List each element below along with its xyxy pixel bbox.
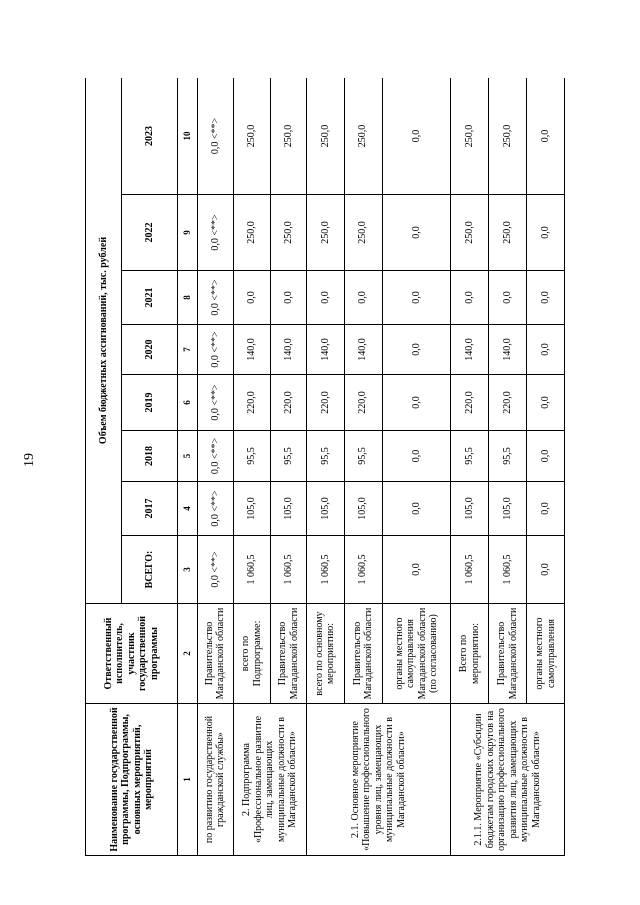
row-value: 105,0 bbox=[489, 482, 527, 536]
row-value: 250,0 bbox=[271, 78, 307, 195]
row-value: 0,0 bbox=[382, 375, 451, 431]
row-value: 250,0 bbox=[306, 78, 344, 195]
row-value: 140,0 bbox=[233, 325, 271, 375]
column-number: 9 bbox=[178, 195, 198, 271]
row-value: 105,0 bbox=[451, 482, 489, 536]
column-number: 1 bbox=[178, 704, 198, 856]
table-row bbox=[306, 78, 344, 856]
row-responsible: всего по основному мероприятию: bbox=[306, 604, 344, 704]
row-value: 0,0 bbox=[451, 271, 489, 325]
row-value: 105,0 bbox=[271, 482, 307, 536]
row-value: 0,0 bbox=[233, 271, 271, 325]
budget-table bbox=[85, 78, 565, 856]
header-budget-group: Объем бюджетных ассигнований, тыс. рублей bbox=[86, 78, 122, 604]
budget-table-wrapper bbox=[85, 78, 565, 856]
row-value: 95,5 bbox=[233, 431, 271, 482]
row-value: 250,0 bbox=[451, 78, 489, 195]
row-value: 95,5 bbox=[344, 431, 382, 482]
header-responsible: Ответственный исполнитель, участник государственной программы bbox=[86, 604, 178, 704]
row-value: 0,0 bbox=[382, 195, 451, 271]
row-value: 0,0 bbox=[527, 195, 565, 271]
row-responsible: Всего по мероприятию: bbox=[451, 604, 489, 704]
row-value: 0,0 <**> bbox=[198, 325, 234, 375]
row-value: 140,0 bbox=[344, 325, 382, 375]
column-number: 8 bbox=[178, 271, 198, 325]
header-name: Наименование государственной программы, Подпрограммы, основных мероприятий, мероприятий bbox=[86, 704, 178, 856]
header-year: 2020 bbox=[122, 325, 178, 375]
row-value: 220,0 bbox=[344, 375, 382, 431]
row-value: 0,0 bbox=[382, 431, 451, 482]
header-year: 2017 bbox=[122, 482, 178, 536]
header-total: ВСЕГО: bbox=[122, 536, 178, 604]
row-value: 0,0 bbox=[527, 271, 565, 325]
row-value: 220,0 bbox=[451, 375, 489, 431]
row-value: 0,0 <**> bbox=[198, 375, 234, 431]
table-row bbox=[233, 78, 271, 856]
row-value: 0,0 <**> bbox=[198, 195, 234, 271]
row-value: 0,0 bbox=[306, 271, 344, 325]
header-year: 2018 bbox=[122, 431, 178, 482]
header-year: 2023 bbox=[122, 78, 178, 195]
row-value: 0,0 bbox=[382, 271, 451, 325]
row-responsible: Правительство Магаданской области bbox=[271, 604, 307, 704]
row-value: 0,0 bbox=[527, 431, 565, 482]
row-value: 95,5 bbox=[451, 431, 489, 482]
column-number: 4 bbox=[178, 482, 198, 536]
row-value: 0,0 bbox=[344, 271, 382, 325]
header-year: 2019 bbox=[122, 375, 178, 431]
row-value: 0,0 bbox=[489, 271, 527, 325]
row-value: 0,0 <**> bbox=[198, 536, 234, 604]
rotated-table-frame bbox=[85, 78, 565, 856]
row-value: 0,0 <**> bbox=[198, 271, 234, 325]
row-value: 0,0 bbox=[382, 78, 451, 195]
row-responsible: всего по Подпрограмме: bbox=[233, 604, 271, 704]
row-value: 0,0 bbox=[527, 78, 565, 195]
row-value: 1 060,5 bbox=[489, 536, 527, 604]
column-number: 5 bbox=[178, 431, 198, 482]
row-value: 0,0 bbox=[527, 375, 565, 431]
page-number: 19 bbox=[22, 453, 37, 467]
row-responsible: Правительство Магаданской области bbox=[344, 604, 382, 704]
row-value: 140,0 bbox=[271, 325, 307, 375]
row-value: 140,0 bbox=[451, 325, 489, 375]
row-name: 2.1. Основное мероприятие «Повышение профессионального уровня лиц, замещающих муниципальные должности в Магаданской области» bbox=[306, 704, 451, 856]
row-responsible: Правительство Магаданской области bbox=[198, 604, 234, 704]
row-value: 250,0 bbox=[489, 195, 527, 271]
row-value: 0,0 bbox=[527, 482, 565, 536]
row-value: 0,0 bbox=[382, 482, 451, 536]
row-value: 1 060,5 bbox=[306, 536, 344, 604]
column-number: 10 bbox=[178, 78, 198, 195]
row-value: 220,0 bbox=[489, 375, 527, 431]
row-value: 250,0 bbox=[489, 78, 527, 195]
column-number: 3 bbox=[178, 536, 198, 604]
row-value: 140,0 bbox=[306, 325, 344, 375]
row-value: 220,0 bbox=[306, 375, 344, 431]
row-value: 95,5 bbox=[489, 431, 527, 482]
column-number: 2 bbox=[178, 604, 198, 704]
row-value: 1 060,5 bbox=[451, 536, 489, 604]
row-value: 105,0 bbox=[306, 482, 344, 536]
row-value: 250,0 bbox=[344, 195, 382, 271]
row-value: 0,0 <**> bbox=[198, 78, 234, 195]
row-value: 250,0 bbox=[344, 78, 382, 195]
row-value: 220,0 bbox=[233, 375, 271, 431]
row-value: 140,0 bbox=[489, 325, 527, 375]
row-value: 0,0 bbox=[271, 271, 307, 325]
row-value: 105,0 bbox=[233, 482, 271, 536]
row-value: 250,0 bbox=[451, 195, 489, 271]
row-value: 95,5 bbox=[271, 431, 307, 482]
row-value: 0,0 bbox=[382, 325, 451, 375]
row-value: 105,0 bbox=[344, 482, 382, 536]
row-value: 95,5 bbox=[306, 431, 344, 482]
row-value: 1 060,5 bbox=[344, 536, 382, 604]
row-responsible: органы местного самоуправления bbox=[527, 604, 565, 704]
row-name: 2. Подпрограмма «Профессиональное развитие лиц, замещающих муниципальные должности в Магаданской области» bbox=[233, 704, 306, 856]
row-responsible: органы местного самоуправления Магаданской области (по согласованию) bbox=[382, 604, 451, 704]
row-name: 2.1.1. Мероприятие «Субсидии бюджетам городских округов на организацию профессионального развития лиц, замещающих муниципальные должности в Магаданской области» bbox=[451, 704, 565, 856]
row-name: по развитию государственной гражданской службы» bbox=[198, 704, 234, 856]
row-value: 220,0 bbox=[271, 375, 307, 431]
table-row bbox=[198, 78, 234, 856]
row-value: 1 060,5 bbox=[233, 536, 271, 604]
row-value: 0,0 <**> bbox=[198, 431, 234, 482]
row-value: 1 060,5 bbox=[271, 536, 307, 604]
row-value: 0,0 <**> bbox=[198, 482, 234, 536]
row-value: 250,0 bbox=[233, 195, 271, 271]
row-value: 0,0 bbox=[382, 536, 451, 604]
column-number: 6 bbox=[178, 375, 198, 431]
row-value: 0,0 bbox=[527, 536, 565, 604]
table-row bbox=[451, 78, 489, 856]
header-year: 2022 bbox=[122, 195, 178, 271]
row-value: 250,0 bbox=[306, 195, 344, 271]
row-value: 250,0 bbox=[233, 78, 271, 195]
row-value: 250,0 bbox=[271, 195, 307, 271]
header-year: 2021 bbox=[122, 271, 178, 325]
row-responsible: Правительство Магаданской области bbox=[489, 604, 527, 704]
row-value: 0,0 bbox=[527, 325, 565, 375]
column-number: 7 bbox=[178, 325, 198, 375]
